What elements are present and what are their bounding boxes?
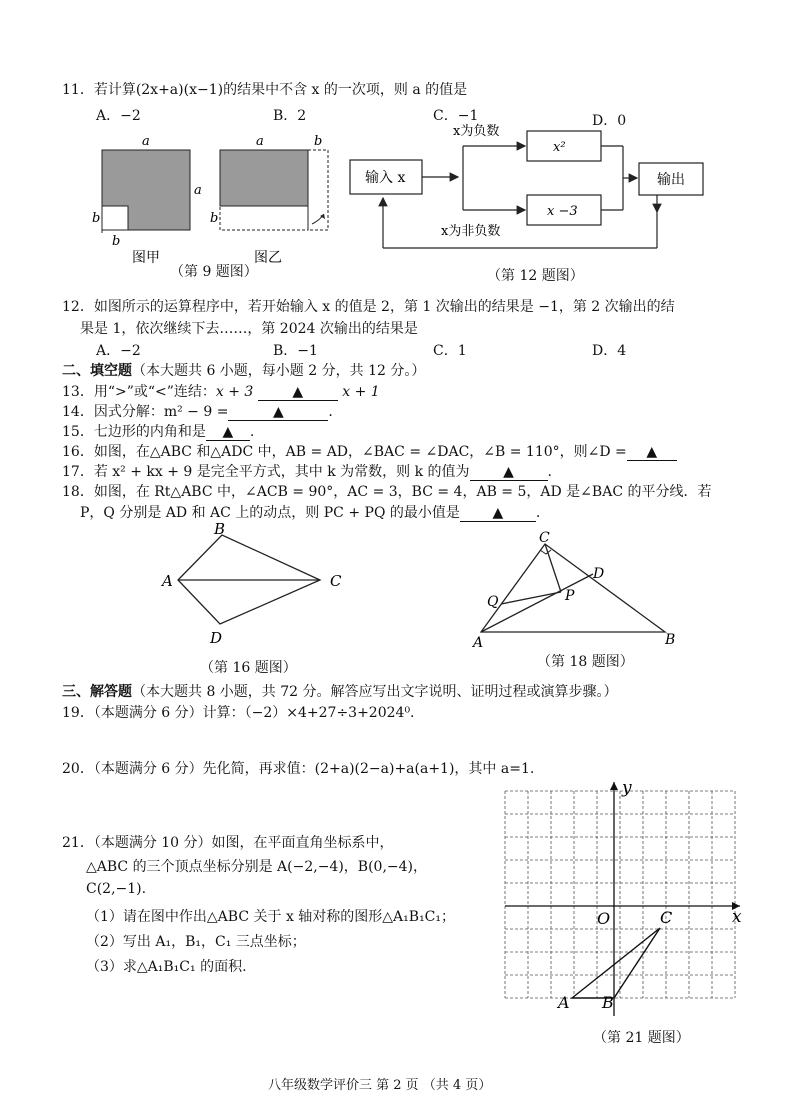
q18-line2-wrap: P，Q 分别是 AD 和 AC 上的动点，则 PC + PQ 的最小值是 ▲ . — [80, 505, 541, 521]
fig9-rect-yi — [220, 150, 308, 206]
fig18-point-d: D — [593, 566, 605, 582]
q14: 14．因式分解：m² − 9 = ▲ . — [62, 404, 333, 420]
q11-stem: 11．若计算(2x+a)(x−1)的结果中不含 x 的一次项，则 a 的值是 — [62, 82, 468, 98]
page-footer: 八年级数学评价三 第 2 页 （共 4 页） — [268, 1078, 492, 1093]
q21-line2: △ABC 的三个顶点坐标分别是 A(−2,−4)，B(0,−4)， — [86, 859, 428, 875]
fig9-dashed-strip — [220, 206, 308, 230]
q12-option-a: A．−2 — [96, 343, 141, 359]
q21-line3: C(2,−1). — [86, 881, 147, 897]
q12-option-c: C．1 — [433, 343, 467, 359]
fig16-caption: （第 16 题图） — [200, 660, 297, 676]
fig12-negative-label: x为负数 — [453, 124, 500, 139]
q11-option-c: C．−1 — [433, 108, 479, 124]
fig21-point-b: B — [602, 993, 614, 1012]
q17-answer-blank[interactable]: ▲ — [470, 464, 548, 481]
q12-line2: 果是 1，依次继续下去……，第 2024 次输出的结果是 — [80, 321, 418, 337]
q13-right: x + 1 — [342, 384, 380, 400]
fig9-caption: （第 9 题图） — [170, 264, 258, 280]
fig16-point-d: D — [210, 629, 223, 647]
q12-line1: 12．如图所示的运算程序中，若开始输入 x 的值是 2，第 1 次输出的结果是 −1，第 2 次输出的结 — [62, 299, 675, 315]
fig18-point-c: C — [539, 530, 550, 546]
fig21-point-c: C — [660, 908, 673, 927]
q13-text: 13．用“>”或“<”连结： — [62, 384, 216, 400]
q12-option-b: B．−1 — [273, 343, 318, 359]
q18-line2: P，Q 分别是 AD 和 AC 上的动点，则 PC + PQ 的最小值是 — [80, 505, 460, 521]
fig21-caption: （第 21 题图） — [593, 1030, 690, 1046]
q15: 15．七边形的内角和是 ▲ . — [62, 424, 255, 440]
q17-text: 17．若 x² + kx + 9 是完全平方式，其中 k 为常数，则 k 的值为 — [62, 464, 470, 480]
section-3-title: 三、解答题 — [62, 684, 132, 700]
fig18-point-a: A — [473, 635, 484, 650]
fig9-label-b-yi-top: b — [314, 134, 323, 149]
q21-sub2: （2）写出 A₁，B₁，C₁ 三点坐标； — [86, 934, 306, 950]
fig21-y-label: y — [622, 778, 632, 798]
fig9-label-a-top: a — [142, 134, 150, 149]
q18-answer-blank[interactable]: ▲ — [460, 505, 536, 522]
fig12-nonneg-label: x为非负数 — [441, 224, 501, 239]
q21-line1: 21．（本题满分 10 分）如图，在平面直角坐标系中， — [62, 835, 394, 851]
q14-answer-blank[interactable]: ▲ — [228, 404, 328, 421]
fig21-dashed-grid — [505, 791, 735, 998]
fig9-name-jia: 图甲 — [132, 250, 160, 266]
section-2-header — [62, 360, 425, 380]
q18-line1: 18．如图，在 Rt△ABC 中，∠ACB = 90°，AC = 3，BC = 4，AB = 5，AD 是∠BAC 的平分线．若 — [62, 484, 712, 500]
q11-option-b: B．2 — [273, 108, 307, 124]
section-2-desc: （本大题共 6 小题，每小题 2 分，共 12 分。） — [132, 363, 426, 379]
figure-21-grid — [500, 778, 750, 1023]
q21-sub1: （1）请在图中作出△ABC 关于 x 轴对称的图形△A₁B₁C₁； — [86, 909, 456, 925]
q11-option-a: A．−2 — [96, 108, 141, 124]
figure-16 — [150, 522, 360, 652]
fig9-label-b-side: b — [92, 211, 101, 226]
q17: 17．若 x² + kx + 9 是完全平方式，其中 k 为常数，则 k 的值为 ▲ . — [62, 464, 552, 480]
section-3-desc: （本大题共 8 小题，共 72 分。解答应写出文字说明、证明过程或演算步骤。） — [132, 684, 618, 700]
q13-left: x + 3 — [215, 384, 254, 400]
fig18-segment-cp — [545, 544, 561, 592]
q16-answer-blank[interactable]: ▲ — [627, 444, 677, 461]
fig9-label-a-yi: a — [256, 134, 264, 149]
fig21-origin-label: O — [597, 909, 611, 928]
fig12-square-label: x² — [553, 140, 566, 155]
q19-text: 19．（本题满分 6 分）计算：（−2）×4+27÷3+2024⁰. — [62, 705, 415, 721]
fig9-label-b-yi-side: b — [210, 211, 219, 226]
q20-text: 20．（本题满分 6 分）先化简，再求值：(2+a)(2−a)+a(a+1)，其中 a=1. — [62, 761, 535, 777]
figure-12-flowchart — [345, 118, 715, 263]
fig12-caption: （第 12 题图） — [487, 268, 584, 284]
fig9-label-a-side: a — [194, 183, 202, 198]
fig21-triangle-abc — [572, 928, 660, 998]
fig18-point-p: P — [565, 588, 575, 604]
fig18-point-q: Q — [487, 594, 499, 610]
q13 — [62, 381, 380, 401]
fig21-x-label: x — [732, 907, 742, 927]
fig9-label-b-bottom: b — [112, 234, 121, 249]
q15-text: 15．七边形的内角和是 — [62, 424, 206, 440]
fig9-name-yi: 图乙 — [254, 250, 282, 266]
q21-sub3: （3）求△A₁B₁C₁ 的面积. — [86, 959, 247, 975]
q14-text: 14．因式分解：m² − 9 = — [62, 404, 229, 420]
q12-option-d: D．4 — [592, 343, 627, 359]
fig16-point-a: A — [162, 572, 173, 590]
fig18-caption: （第 18 题图） — [537, 654, 634, 670]
section-3-header — [62, 681, 618, 701]
q16 — [62, 441, 677, 461]
fig16-point-c: C — [330, 572, 342, 590]
fig12-output-label: 输出 — [657, 172, 685, 188]
q11-option-d: D．0 — [592, 113, 627, 129]
fig9-small-square — [102, 206, 128, 230]
fig16-point-b: B — [214, 522, 226, 538]
fig12-minus3-label: x −3 — [547, 204, 578, 219]
section-2-title: 二、填空题 — [62, 363, 132, 379]
q16-text: 16．如图，在△ABC 和△ADC 中，AB = AD，∠BAC = ∠DAC，∠B = 110°，则∠D = — [62, 444, 627, 460]
fig21-point-a: A — [558, 993, 570, 1012]
figure-18 — [465, 530, 695, 650]
q15-answer-blank[interactable]: ▲ — [206, 424, 250, 441]
fig18-segment-qp — [501, 592, 561, 604]
fig18-point-b: B — [665, 632, 676, 648]
q13-answer-blank[interactable]: ▲ — [258, 384, 338, 401]
fig12-input-label: 输入 x — [365, 170, 406, 186]
figure-9 — [80, 128, 350, 278]
